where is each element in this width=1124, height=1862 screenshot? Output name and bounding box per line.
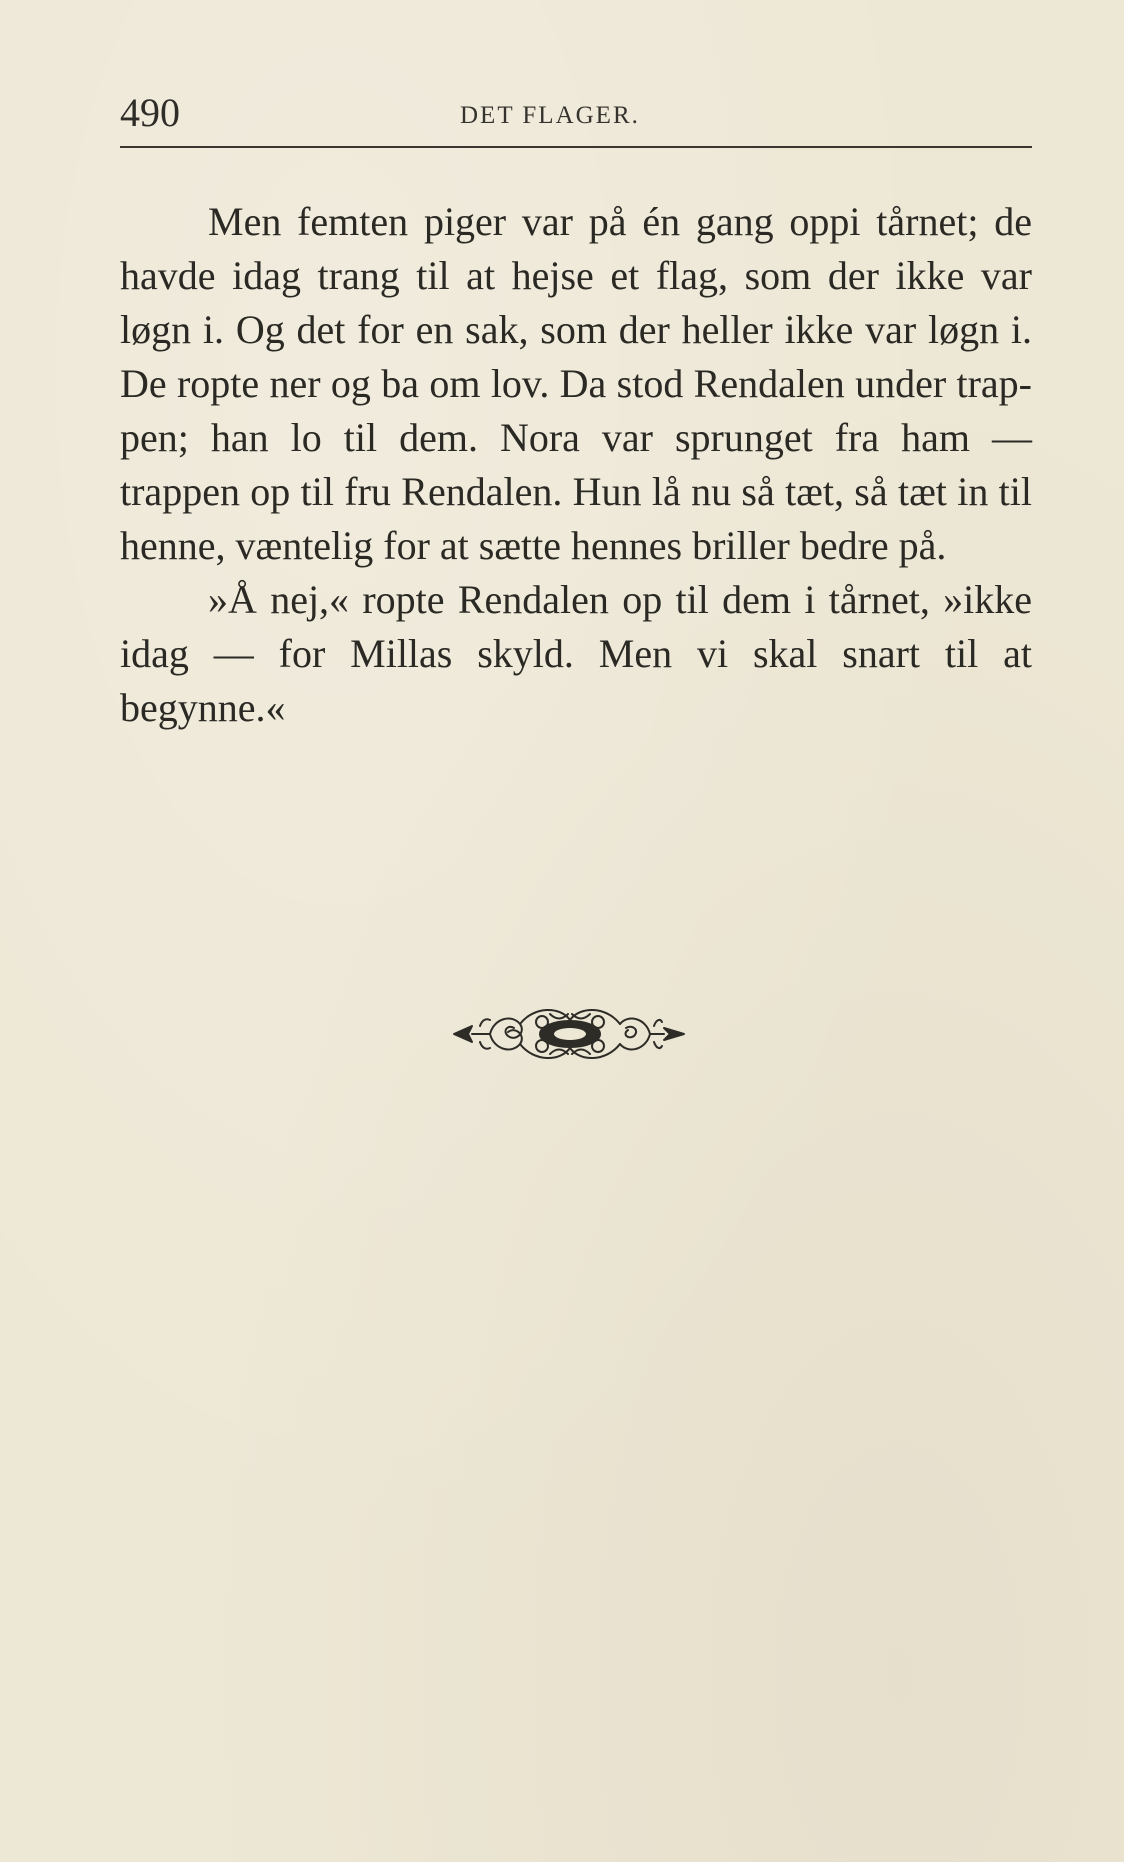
running-head	[120, 88, 1030, 138]
running-title: DET FLAGER.	[460, 102, 640, 129]
decorative-tailpiece-icon	[450, 1000, 690, 1070]
page-number: 490	[120, 90, 180, 135]
paragraph-1: Men femten piger var på én gang oppi tårnet; de havde idag trang til at hejse et flag, som der ikke var løgn i. Og det for en sak, som der heller ikke var løgn i. De ropte ner og ba om lov. Da stod Rendalen under trap-pen; han lo til dem. Nora var sprunget fra ham — trappen op til fru Rendalen. Hun lå nu så tæt, så tæt in til henne, væntelig for at sætte hennes briller bedre på.	[120, 199, 1032, 568]
header-rule	[120, 146, 1032, 148]
body-text	[120, 195, 1032, 735]
paragraph-2: »Å nej,« ropte Rendalen op til dem i tårnet, »ikke idag — for Millas skyld. Men vi skal snart til at begynne.«	[120, 577, 1032, 730]
